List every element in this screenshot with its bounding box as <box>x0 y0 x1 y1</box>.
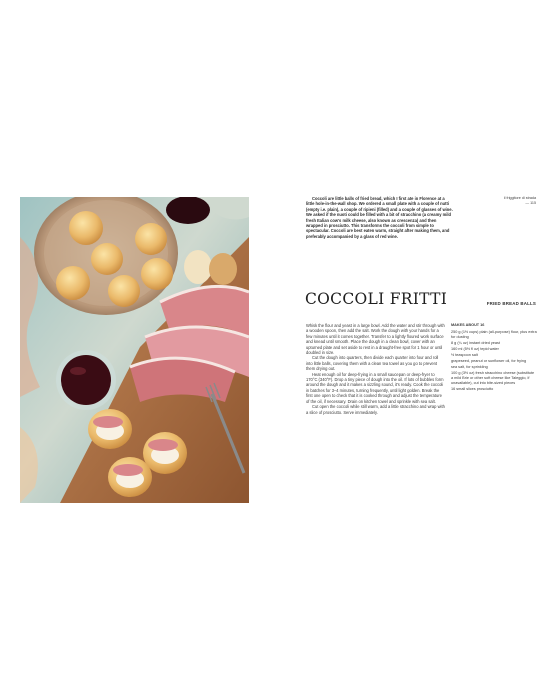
method-text <box>306 323 446 415</box>
intro-paragraph: Coccoli are little balls of fried bread, which I first ate in Florence at a little hole-in-the-wall shop. We ordered a small plate with a couple of nutti (empty i.e. plain), a couple of ripieni (filled) and a couple of glasses of wine. We asked if the nuoti could be filled with a bit of stracchino (a creamy mild fresh Italian cow's milk cheese, also known as crescenza) and then wrapped in prosciutto. This transforms the coccoli from simple to spectacular. Coccoli are best eaten warm, straight after making them, and preferably accompanied by a glass of red wine. <box>306 196 453 239</box>
recipe-title: COCCOLI FRITTI <box>305 290 448 308</box>
ingredient-item: sea salt, for sprinkling <box>451 365 488 369</box>
recipe-yield: MAKES ABOUT 16 <box>451 323 485 327</box>
ingredient-item: 250 g (1½ cups) plain (all-purpose) flour, plus extra for dusting <box>451 330 537 339</box>
method-step: Heat enough oil for deep-frying in a small saucepan or deep-fryer to 170°C (340°F). Drop a tiny piece of dough into the oil. If lots of bubbles form around the dough and it makes a sizzling sound, it's ready. Cook the coccoli in batches for 3–4 minutes, turning frequently, until light golden. Break the first one open to check that it is cooked through and adjust the temperature of the oil, if necessary. Drain on kitchen towel and sprinkle with sea salt. <box>306 371 444 404</box>
ingredient-item: 16 small slices prosciutto <box>451 387 494 391</box>
method-step: Whisk the flour and yeast in a large bowl. Add the water and stir through with a wooden spoon, then add the salt. Work the dough with your hands for a few minutes until it comes together. Transfer to a lightly floured work surface and knead until smooth. Place the dough in a clean bowl, cover with an upturned plate and set aside to rest in a draught-free spot for 1 hour or until doubled in size. <box>306 323 445 356</box>
ingredient-item: 160 ml (5½ fl oz) tepid water <box>451 347 499 351</box>
page-number: — 115 <box>525 201 536 205</box>
chapter-title: il friggitore di strada <box>503 196 536 200</box>
ingredient-item: grapeseed, peanut or sunflower oil, for frying <box>451 359 527 363</box>
running-head <box>474 196 536 206</box>
method-step: Cut the dough into quarters, then divide each quarter into four and roll into little balls, covering them with a clean tea towel as you go to prevent them drying out. <box>306 355 439 372</box>
intro-text <box>306 196 454 239</box>
ingredient-item: 8 g (¼ oz) instant dried yeast <box>451 341 500 345</box>
method-step: Cut open the coccoli while still warm, add a little stracchino and wrap with a slice of prosciutto. Serve immediately. <box>306 404 445 415</box>
recipe-subtitle: FRIED BREAD BALLS <box>486 301 536 306</box>
ingredients-list <box>451 323 537 393</box>
ingredient-item: ½ teaspoon salt <box>451 353 478 357</box>
ingredient-item: 100 g (3½ oz) fresh stracchino cheese (substitute a mild Brie or other soft cheese like Taleggio, if unavailable), cut into bite-sized pieces <box>451 371 535 385</box>
